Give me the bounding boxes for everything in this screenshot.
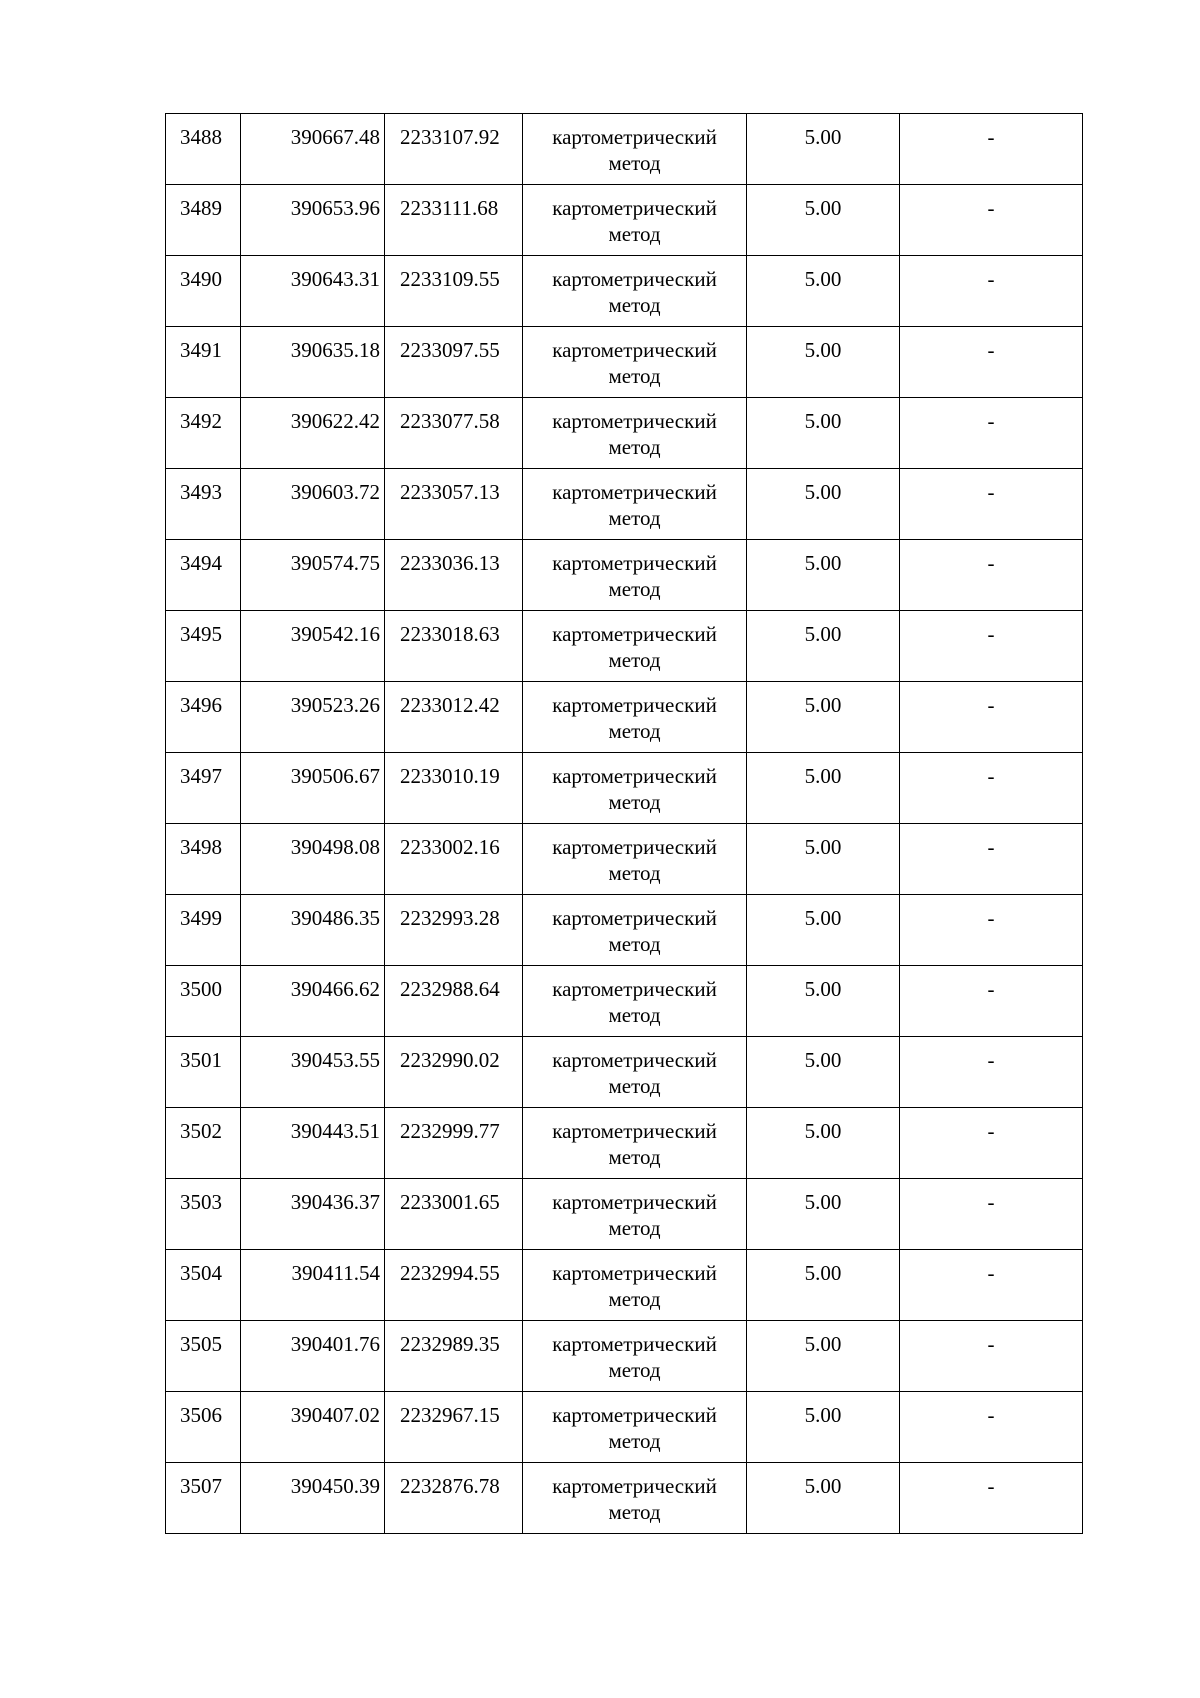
x-coordinate-cell: 390622.42 (241, 398, 385, 469)
accuracy-cell: 5.00 (747, 1392, 900, 1463)
table-row (166, 682, 1083, 753)
method-cell: картометрический метод (523, 469, 747, 540)
note-cell: - (900, 824, 1083, 895)
x-coordinate-cell: 390401.76 (241, 1321, 385, 1392)
table-row (166, 1392, 1083, 1463)
y-coordinate-cell: 2232999.77 (385, 1108, 523, 1179)
point-number-cell: 3506 (166, 1392, 241, 1463)
note-cell: - (900, 469, 1083, 540)
note-cell: - (900, 966, 1083, 1037)
accuracy-cell: 5.00 (747, 114, 900, 185)
method-cell: картометрический метод (523, 185, 747, 256)
y-coordinate-cell: 2232988.64 (385, 966, 523, 1037)
point-number-cell: 3502 (166, 1108, 241, 1179)
y-coordinate-cell: 2232993.28 (385, 895, 523, 966)
y-coordinate-cell: 2233107.92 (385, 114, 523, 185)
table-row (166, 824, 1083, 895)
note-cell: - (900, 1037, 1083, 1108)
note-cell: - (900, 114, 1083, 185)
point-number-cell: 3504 (166, 1250, 241, 1321)
table-row (166, 1250, 1083, 1321)
x-coordinate-cell: 390603.72 (241, 469, 385, 540)
table-row (166, 327, 1083, 398)
accuracy-cell: 5.00 (747, 753, 900, 824)
x-coordinate-cell: 390653.96 (241, 185, 385, 256)
point-number-cell: 3495 (166, 611, 241, 682)
x-coordinate-cell: 390574.75 (241, 540, 385, 611)
table-row (166, 398, 1083, 469)
point-number-cell: 3498 (166, 824, 241, 895)
table-row (166, 1179, 1083, 1250)
accuracy-cell: 5.00 (747, 327, 900, 398)
method-cell: картометрический метод (523, 611, 747, 682)
x-coordinate-cell: 390407.02 (241, 1392, 385, 1463)
note-cell: - (900, 895, 1083, 966)
table-row (166, 469, 1083, 540)
accuracy-cell: 5.00 (747, 540, 900, 611)
method-cell: картометрический метод (523, 1179, 747, 1250)
accuracy-cell: 5.00 (747, 469, 900, 540)
method-cell: картометрический метод (523, 966, 747, 1037)
method-cell: картометрический метод (523, 1037, 747, 1108)
accuracy-cell: 5.00 (747, 185, 900, 256)
accuracy-cell: 5.00 (747, 824, 900, 895)
point-number-cell: 3492 (166, 398, 241, 469)
point-number-cell: 3491 (166, 327, 241, 398)
y-coordinate-cell: 2233057.13 (385, 469, 523, 540)
method-cell: картометрический метод (523, 682, 747, 753)
accuracy-cell: 5.00 (747, 611, 900, 682)
y-coordinate-cell: 2233018.63 (385, 611, 523, 682)
x-coordinate-cell: 390436.37 (241, 1179, 385, 1250)
x-coordinate-cell: 390486.35 (241, 895, 385, 966)
method-cell: картометрический метод (523, 1463, 747, 1534)
table-row (166, 185, 1083, 256)
x-coordinate-cell: 390523.26 (241, 682, 385, 753)
note-cell: - (900, 540, 1083, 611)
table-row (166, 540, 1083, 611)
note-cell: - (900, 185, 1083, 256)
point-number-cell: 3497 (166, 753, 241, 824)
table-row (166, 611, 1083, 682)
y-coordinate-cell: 2232989.35 (385, 1321, 523, 1392)
note-cell: - (900, 1108, 1083, 1179)
table-body (166, 114, 1083, 1534)
point-number-cell: 3493 (166, 469, 241, 540)
method-cell: картометрический метод (523, 1392, 747, 1463)
point-number-cell: 3500 (166, 966, 241, 1037)
note-cell: - (900, 1179, 1083, 1250)
method-cell: картометрический метод (523, 114, 747, 185)
method-cell: картометрический метод (523, 256, 747, 327)
method-cell: картометрический метод (523, 1321, 747, 1392)
x-coordinate-cell: 390411.54 (241, 1250, 385, 1321)
note-cell: - (900, 1321, 1083, 1392)
y-coordinate-cell: 2233077.58 (385, 398, 523, 469)
note-cell: - (900, 256, 1083, 327)
table-row (166, 753, 1083, 824)
y-coordinate-cell: 2233036.13 (385, 540, 523, 611)
method-cell: картометрический метод (523, 327, 747, 398)
y-coordinate-cell: 2233001.65 (385, 1179, 523, 1250)
point-number-cell: 3507 (166, 1463, 241, 1534)
point-number-cell: 3490 (166, 256, 241, 327)
accuracy-cell: 5.00 (747, 1321, 900, 1392)
point-number-cell: 3499 (166, 895, 241, 966)
point-number-cell: 3503 (166, 1179, 241, 1250)
method-cell: картометрический метод (523, 1108, 747, 1179)
point-number-cell: 3505 (166, 1321, 241, 1392)
x-coordinate-cell: 390466.62 (241, 966, 385, 1037)
method-cell: картометрический метод (523, 540, 747, 611)
y-coordinate-cell: 2233109.55 (385, 256, 523, 327)
x-coordinate-cell: 390542.16 (241, 611, 385, 682)
x-coordinate-cell: 390450.39 (241, 1463, 385, 1534)
y-coordinate-cell: 2232876.78 (385, 1463, 523, 1534)
accuracy-cell: 5.00 (747, 682, 900, 753)
method-cell: картометрический метод (523, 1250, 747, 1321)
note-cell: - (900, 753, 1083, 824)
point-number-cell: 3494 (166, 540, 241, 611)
note-cell: - (900, 327, 1083, 398)
x-coordinate-cell: 390506.67 (241, 753, 385, 824)
x-coordinate-cell: 390635.18 (241, 327, 385, 398)
table-row (166, 256, 1083, 327)
y-coordinate-cell: 2233012.42 (385, 682, 523, 753)
point-number-cell: 3489 (166, 185, 241, 256)
accuracy-cell: 5.00 (747, 256, 900, 327)
accuracy-cell: 5.00 (747, 895, 900, 966)
accuracy-cell: 5.00 (747, 1250, 900, 1321)
y-coordinate-cell: 2232994.55 (385, 1250, 523, 1321)
note-cell: - (900, 1392, 1083, 1463)
table-row (166, 1037, 1083, 1108)
note-cell: - (900, 682, 1083, 753)
accuracy-cell: 5.00 (747, 1463, 900, 1534)
y-coordinate-cell: 2233002.16 (385, 824, 523, 895)
table-row (166, 895, 1083, 966)
y-coordinate-cell: 2232967.15 (385, 1392, 523, 1463)
y-coordinate-cell: 2233010.19 (385, 753, 523, 824)
x-coordinate-cell: 390643.31 (241, 256, 385, 327)
y-coordinate-cell: 2232990.02 (385, 1037, 523, 1108)
accuracy-cell: 5.00 (747, 1179, 900, 1250)
note-cell: - (900, 398, 1083, 469)
accuracy-cell: 5.00 (747, 1037, 900, 1108)
accuracy-cell: 5.00 (747, 966, 900, 1037)
y-coordinate-cell: 2233111.68 (385, 185, 523, 256)
accuracy-cell: 5.00 (747, 398, 900, 469)
note-cell: - (900, 1250, 1083, 1321)
point-number-cell: 3501 (166, 1037, 241, 1108)
x-coordinate-cell: 390443.51 (241, 1108, 385, 1179)
table-row (166, 1463, 1083, 1534)
coordinates-table (165, 113, 1083, 1534)
table-row (166, 1108, 1083, 1179)
x-coordinate-cell: 390453.55 (241, 1037, 385, 1108)
method-cell: картометрический метод (523, 895, 747, 966)
x-coordinate-cell: 390667.48 (241, 114, 385, 185)
method-cell: картометрический метод (523, 398, 747, 469)
y-coordinate-cell: 2233097.55 (385, 327, 523, 398)
method-cell: картометрический метод (523, 753, 747, 824)
accuracy-cell: 5.00 (747, 1108, 900, 1179)
table-row (166, 966, 1083, 1037)
table-row (166, 1321, 1083, 1392)
x-coordinate-cell: 390498.08 (241, 824, 385, 895)
point-number-cell: 3496 (166, 682, 241, 753)
point-number-cell: 3488 (166, 114, 241, 185)
note-cell: - (900, 1463, 1083, 1534)
table-row (166, 114, 1083, 185)
method-cell: картометрический метод (523, 824, 747, 895)
note-cell: - (900, 611, 1083, 682)
